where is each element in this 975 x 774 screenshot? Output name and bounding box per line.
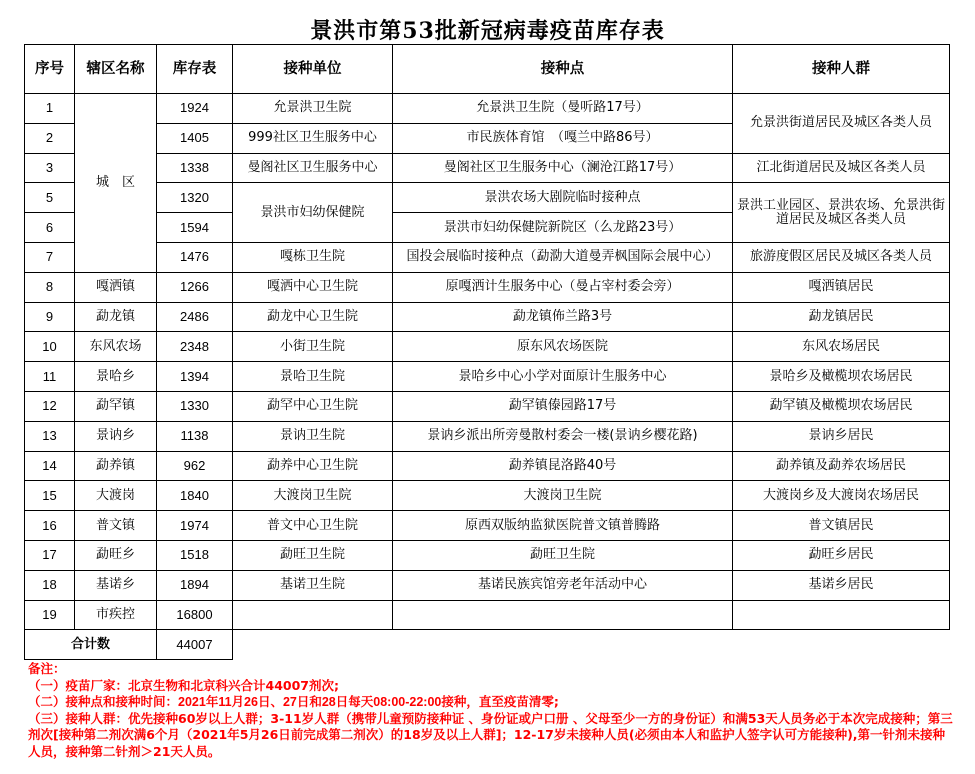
cell-site: 市民族体育馆 （嘎兰中路86号）	[393, 123, 733, 153]
note-2-prefix: （二）接种点和接种时间：	[28, 694, 179, 709]
cell-unit	[233, 600, 393, 630]
cell-stock: 1924	[157, 94, 233, 124]
cell-unit: 景哈卫生院	[233, 362, 393, 392]
cell-area: 勐罕镇	[75, 391, 157, 421]
cell-area: 市疾控	[75, 600, 157, 630]
table-row	[25, 421, 950, 451]
cell-unit: 普文中心卫生院	[233, 511, 393, 541]
cell-unit: 勐罕中心卫生院	[233, 391, 393, 421]
cell-area: 普文镇	[75, 511, 157, 541]
cell-stock: 1405	[157, 123, 233, 153]
note-3-body: 优先接种60岁以上人群；3-11岁人群（携带儿童预防接种证 、身份证或户口册 、父母至少一方的身份证）和满53天人员务必于本次完成接种；第三剂次[接种第二剂次满6个月（2021年5月26日前完成第二剂次）的18岁及以上人群]；12-17岁未接种人员(必须由本人和监护人签字认可方能接种),第一针剂未接种人员，接种第二针剂＞21天人员。	[28, 710, 953, 759]
cell-site: 勐罕镇傣园路17号	[393, 391, 733, 421]
cell-site: 原嘎洒计生服务中心（曼占宰村委会旁）	[393, 272, 733, 302]
cell-crowd: 允景洪街道居民及城区各类人员	[733, 94, 950, 154]
cell-unit: 景讷卫生院	[233, 421, 393, 451]
cell-no: 14	[25, 451, 75, 481]
cell-area: 城 区	[75, 94, 157, 273]
cell-site	[393, 600, 733, 630]
cell-site: 勐养镇昆洛路40号	[393, 451, 733, 481]
cell-site: 允景洪卫生院（曼听路17号）	[393, 94, 733, 124]
table-row	[25, 540, 950, 570]
cell-site: 原西双版纳监狱医院普文镇普腾路	[393, 511, 733, 541]
cell-no: 15	[25, 481, 75, 511]
total-value: 44007	[157, 630, 233, 660]
cell-area: 勐龙镇	[75, 302, 157, 332]
cell-no: 18	[25, 570, 75, 600]
cell-site: 景哈乡中心小学对面原计生服务中心	[393, 362, 733, 392]
cell-no: 17	[25, 540, 75, 570]
cell-area: 基诺乡	[75, 570, 157, 600]
cell-unit: 勐旺卫生院	[233, 540, 393, 570]
cell-crowd: 大渡岗乡及大渡岗农场居民	[733, 481, 950, 511]
cell-site: 勐旺卫生院	[393, 540, 733, 570]
cell-stock: 962	[157, 451, 233, 481]
cell-crowd: 勐罕镇及橄榄坝农场居民	[733, 391, 950, 421]
cell-area: 勐旺乡	[75, 540, 157, 570]
header-area: 辖区名称	[75, 45, 157, 94]
cell-site: 大渡岗卫生院	[393, 481, 733, 511]
cell-crowd: 普文镇居民	[733, 511, 950, 541]
cell-site: 国投会展临时接种点（勐泐大道曼弄枫国际会展中心）	[393, 242, 733, 272]
cell-site: 基诺民族宾馆旁老年活动中心	[393, 570, 733, 600]
cell-stock: 16800	[157, 600, 233, 630]
cell-stock: 1330	[157, 391, 233, 421]
cell-crowd: 勐旺乡居民	[733, 540, 950, 570]
cell-unit: 基诺卫生院	[233, 570, 393, 600]
header-crowd: 接种人群	[733, 45, 950, 94]
cell-crowd: 景洪工业园区、景洪农场、允景洪街道居民及城区各类人员	[733, 183, 950, 243]
cell-area: 景讷乡	[75, 421, 157, 451]
cell-no: 2	[25, 123, 75, 153]
cell-stock: 1394	[157, 362, 233, 392]
note-3	[28, 711, 953, 761]
table-row	[25, 332, 950, 362]
cell-site: 景洪农场大剧院临时接种点	[393, 183, 733, 213]
header-site: 接种点	[393, 45, 733, 94]
cell-crowd: 基诺乡居民	[733, 570, 950, 600]
page-title: 景洪市第53批新冠病毒疫苗库存表	[310, 18, 665, 44]
note-3-prefix: （三）接种人群：	[28, 710, 129, 726]
cell-no: 5	[25, 183, 75, 213]
cell-no: 1	[25, 94, 75, 124]
cell-stock: 1840	[157, 481, 233, 511]
cell-stock: 1320	[157, 183, 233, 213]
table-row	[25, 302, 950, 332]
cell-crowd: 景讷乡居民	[733, 421, 950, 451]
cell-no: 9	[25, 302, 75, 332]
total-label: 合计数	[25, 630, 157, 660]
cell-crowd: 东风农场居民	[733, 332, 950, 362]
cell-stock: 1338	[157, 153, 233, 183]
cell-unit: 大渡岗卫生院	[233, 481, 393, 511]
cell-area: 嘎洒镇	[75, 272, 157, 302]
vaccine-inventory-table	[24, 44, 950, 660]
cell-site: 景讷乡派出所旁曼散村委会一楼(景讷乡樱花路)	[393, 421, 733, 451]
cell-unit: 景洪市妇幼保健院	[233, 183, 393, 243]
cell-no: 11	[25, 362, 75, 392]
cell-stock: 1518	[157, 540, 233, 570]
header-stock: 库存表	[157, 45, 233, 94]
cell-stock: 1594	[157, 213, 233, 243]
note-2-suffix: ，直至疫苗清零;	[466, 694, 559, 709]
cell-site: 勐龙镇佈兰路3号	[393, 302, 733, 332]
cell-crowd: 勐养镇及勐养农场居民	[733, 451, 950, 481]
table-row	[25, 570, 950, 600]
table-row	[25, 183, 950, 213]
table-row	[25, 153, 950, 183]
notes-title: 备注：	[28, 661, 66, 676]
cell-site: 曼阁社区卫生服务中心（澜沧江路17号）	[393, 153, 733, 183]
table-row	[25, 94, 950, 124]
table-row	[25, 242, 950, 272]
cell-unit: 允景洪卫生院	[233, 94, 393, 124]
table-row	[25, 391, 950, 421]
cell-site: 原东风农场医院	[393, 332, 733, 362]
cell-unit: 勐养中心卫生院	[233, 451, 393, 481]
cell-stock: 1894	[157, 570, 233, 600]
cell-site: 景洪市妇幼保健院新院区（么龙路23号）	[393, 213, 733, 243]
note-2-time: 2021年11月26日、27日和28日每天08:00-22:00接种	[178, 695, 467, 709]
cell-area: 勐养镇	[75, 451, 157, 481]
table-row	[25, 272, 950, 302]
cell-area: 景哈乡	[75, 362, 157, 392]
cell-no: 10	[25, 332, 75, 362]
cell-unit: 勐龙中心卫生院	[233, 302, 393, 332]
cell-area: 东风农场	[75, 332, 157, 362]
cell-unit: 曼阁社区卫生服务中心	[233, 153, 393, 183]
cell-stock: 1266	[157, 272, 233, 302]
cell-crowd	[733, 600, 950, 630]
cell-crowd: 嘎洒镇居民	[733, 272, 950, 302]
cell-unit: 小街卫生院	[233, 332, 393, 362]
note-1: （一）疫苗厂家：北京生物和北京科兴合计44007剂次;	[28, 677, 339, 693]
table-row	[25, 481, 950, 511]
table-row	[25, 600, 950, 630]
cell-unit: 嘎栋卫生院	[233, 242, 393, 272]
notes-section	[28, 661, 953, 760]
cell-no: 16	[25, 511, 75, 541]
cell-crowd: 江北街道居民及城区各类人员	[733, 153, 950, 183]
cell-no: 3	[25, 153, 75, 183]
cell-no: 13	[25, 421, 75, 451]
cell-no: 19	[25, 600, 75, 630]
table-row	[25, 511, 950, 541]
cell-crowd: 景哈乡及橄榄坝农场居民	[733, 362, 950, 392]
table-row	[25, 451, 950, 481]
cell-crowd: 勐龙镇居民	[733, 302, 950, 332]
cell-unit: 嘎洒中心卫生院	[233, 272, 393, 302]
cell-stock: 1974	[157, 511, 233, 541]
header-no: 序号	[25, 45, 75, 94]
cell-stock: 2486	[157, 302, 233, 332]
cell-unit: 999社区卫生服务中心	[233, 123, 393, 153]
cell-stock: 1138	[157, 421, 233, 451]
cell-no: 12	[25, 391, 75, 421]
total-blank	[233, 630, 950, 660]
cell-area: 大渡岗	[75, 481, 157, 511]
header-unit: 接种单位	[233, 45, 393, 94]
cell-stock: 2348	[157, 332, 233, 362]
cell-no: 8	[25, 272, 75, 302]
cell-crowd: 旅游度假区居民及城区各类人员	[733, 242, 950, 272]
note-2	[28, 694, 953, 711]
cell-no: 6	[25, 213, 75, 243]
table-row	[25, 362, 950, 392]
cell-stock: 1476	[157, 242, 233, 272]
table-header-row	[25, 45, 950, 94]
total-row	[25, 630, 950, 660]
cell-no: 7	[25, 242, 75, 272]
